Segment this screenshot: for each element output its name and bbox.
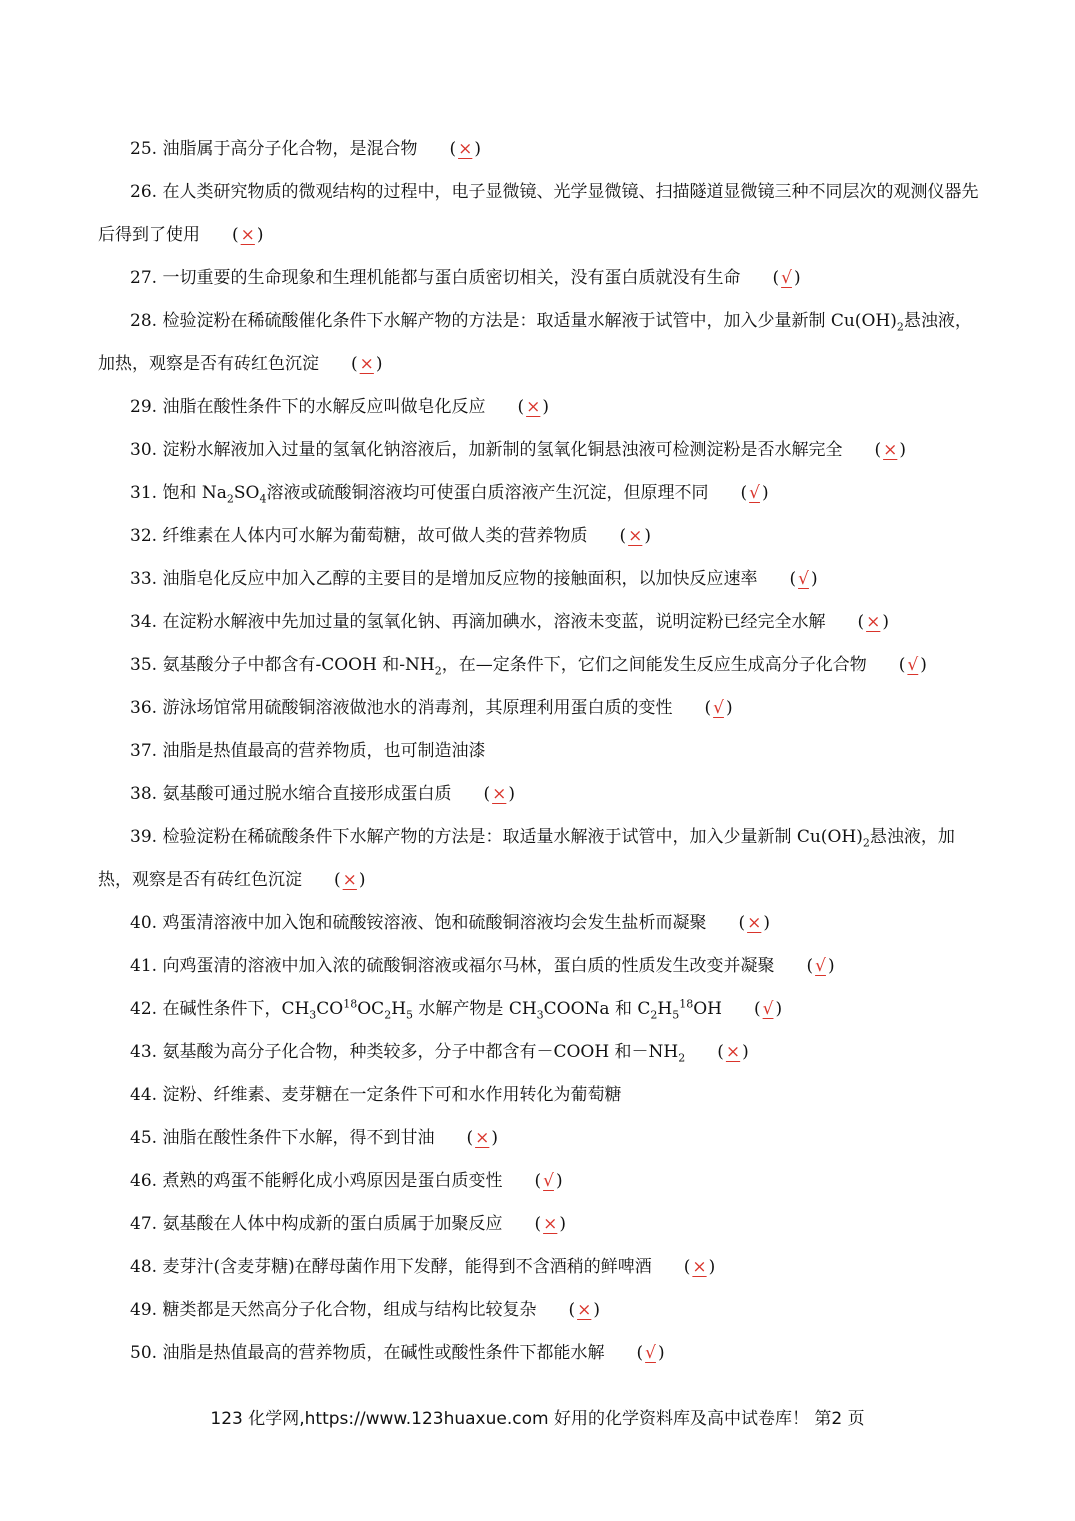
answer-mark: ( × ) [483,784,515,804]
answer-mark: ( × ) [517,397,549,417]
question-item: 30. 淀粉水解液加入过量的氢氧化钠溶液后，加新制的氢氧化铜悬浊液可检测淀粉是否水解完全 ( × ) [98,429,980,472]
question-item: 47. 氨基酸在人体中构成新的蛋白质属于加聚反应 ( × ) [98,1203,980,1246]
answer-mark: ( √ ) [789,569,818,589]
answer-mark: ( × ) [232,225,264,245]
answer-mark: ( × ) [874,440,906,460]
question-item: 26. 在人类研究物质的微观结构的过程中，电子显微镜、光学显微镜、扫描隧道显微镜三种不同层次的观测仪器先后得到了使用 ( × ) [98,171,980,257]
question-item: 34. 在淀粉水解液中先加过量的氢氧化钠、再滴加碘水，溶液未变蓝，说明淀粉已经完全水解 ( × ) [98,601,980,644]
question-list [98,128,980,1375]
question-item: 28. 检验淀粉在稀硫酸催化条件下水解产物的方法是：取适量水解液于试管中，加入少量新制 $Cu(OH)_2$悬浊液，加热，观察是否有砖红色沉淀 ( × ) [98,300,980,386]
answer-mark: ( × ) [857,612,889,632]
question-item: 31. 饱和 $Na_2SO_4$溶液或硫酸铜溶液均可使蛋白质溶液产生沉淀，但原理不同 ( √ ) [98,472,980,515]
question-item: 37. 油脂是热值最高的营养物质，也可制造油漆 [130,741,486,761]
answer-mark: ( × ) [683,1257,716,1277]
question-item: 42. 在碱性条件下，$CH_3CO^{18}OC_2H_5$ 水解产物是 $CH_3COONa$ 和 $C_2H_5^{18}OH$ ( √ ) [98,988,980,1031]
question-item: 40. 鸡蛋清溶液中加入饱和硫酸铵溶液、饱和硫酸铜溶液均会发生盐析而凝聚 ( × ) [98,902,980,945]
answer-mark: ( √ ) [740,483,769,503]
question-item: 39. 检验淀粉在稀硫酸条件下水解产物的方法是：取适量水解液于试管中，加入少量新制 $Cu(OH)_2$悬浊液，加热，观察是否有砖红色沉淀 ( × ) [98,816,980,902]
answer-mark: ( × ) [534,1214,566,1234]
question-item: 45. 油脂在酸性条件下水解，得不到甘油 ( × ) [98,1117,980,1160]
question-item: 41. 向鸡蛋清的溶液中加入浓的硫酸铜溶液或福尔马林，蛋白质的性质发生改变并凝聚 ( √ ) [98,945,980,988]
question-item: 44. 淀粉、纤维素、麦芽糖在一定条件下可和水作用转化为葡萄糖 [130,1085,622,1105]
answer-mark: ( √ ) [704,698,733,718]
question-item: 25. 油脂属于高分子化合物，是混合物 ( × ) [98,128,980,171]
answer-mark: ( √ ) [772,268,801,288]
question-item: 29. 油脂在酸性条件下的水解反应叫做皂化反应 ( × ) [98,386,980,429]
answer-mark: ( √ ) [636,1343,665,1363]
question-item: 36. 游泳场馆常用硫酸铜溶液做池水的消毒剂，其原理利用蛋白质的变性 ( √ ) [98,687,980,730]
question-item: 48. 麦芽汁(含麦芽糖)在酵母菌作用下发酵，能得到不含酒稍的鲜啤酒 ( × ) [98,1246,980,1289]
answer-mark: ( × ) [738,913,770,933]
answer-mark: ( × ) [449,139,481,159]
answer-mark: ( √ ) [753,999,783,1019]
question-item: 50. 油脂是热值最高的营养物质，在碱性或酸性条件下都能水解 ( √ ) [98,1332,980,1375]
answer-mark: ( √ ) [898,655,927,675]
page-footer: 123 化学网,https://www.123huaxue.com 好用的化学资料库及高中试卷库！ 第2 页 [210,1409,865,1429]
question-item: 27. 一切重要的生命现象和生理机能都与蛋白质密切相关，没有蛋白质就没有生命 ( √ ) [98,257,980,300]
question-item: 38. 氨基酸可通过脱水缩合直接形成蛋白质 ( × ) [98,773,980,816]
answer-mark: ( × ) [351,354,383,374]
question-item: 49. 糖类都是天然高分子化合物，组成与结构比较复杂 ( × ) [98,1289,980,1332]
answer-mark: ( × ) [466,1128,498,1148]
answer-mark: ( √ ) [534,1171,563,1191]
question-item: 43. 氨基酸为高分子化合物，种类较多，分子中都含有－COOH 和$-NH_2$ ( × ) [98,1031,980,1074]
question-item: 33. 油脂皂化反应中加入乙醇的主要目的是增加反应物的接触面积，以加快反应速率 ( √ ) [98,558,980,601]
question-item: 32. 纤维素在人体内可水解为葡萄糖，故可做人类的营养物质 ( × ) [98,515,980,558]
answer-mark: ( × ) [334,870,366,890]
question-item: 35. 氨基酸分子中都含有-COOH 和$-NH_2$，在—定条件下，它们之间能发生反应生成高分子化合物 ( √ ) [98,644,980,687]
question-item: 46. 煮熟的鸡蛋不能孵化成小鸡原因是蛋白质变性 ( √ ) [98,1160,980,1203]
answer-mark: ( × ) [568,1300,600,1320]
answer-mark: ( × ) [717,1042,749,1062]
answer-mark: ( × ) [619,526,651,546]
answer-mark: ( √ ) [806,956,835,976]
